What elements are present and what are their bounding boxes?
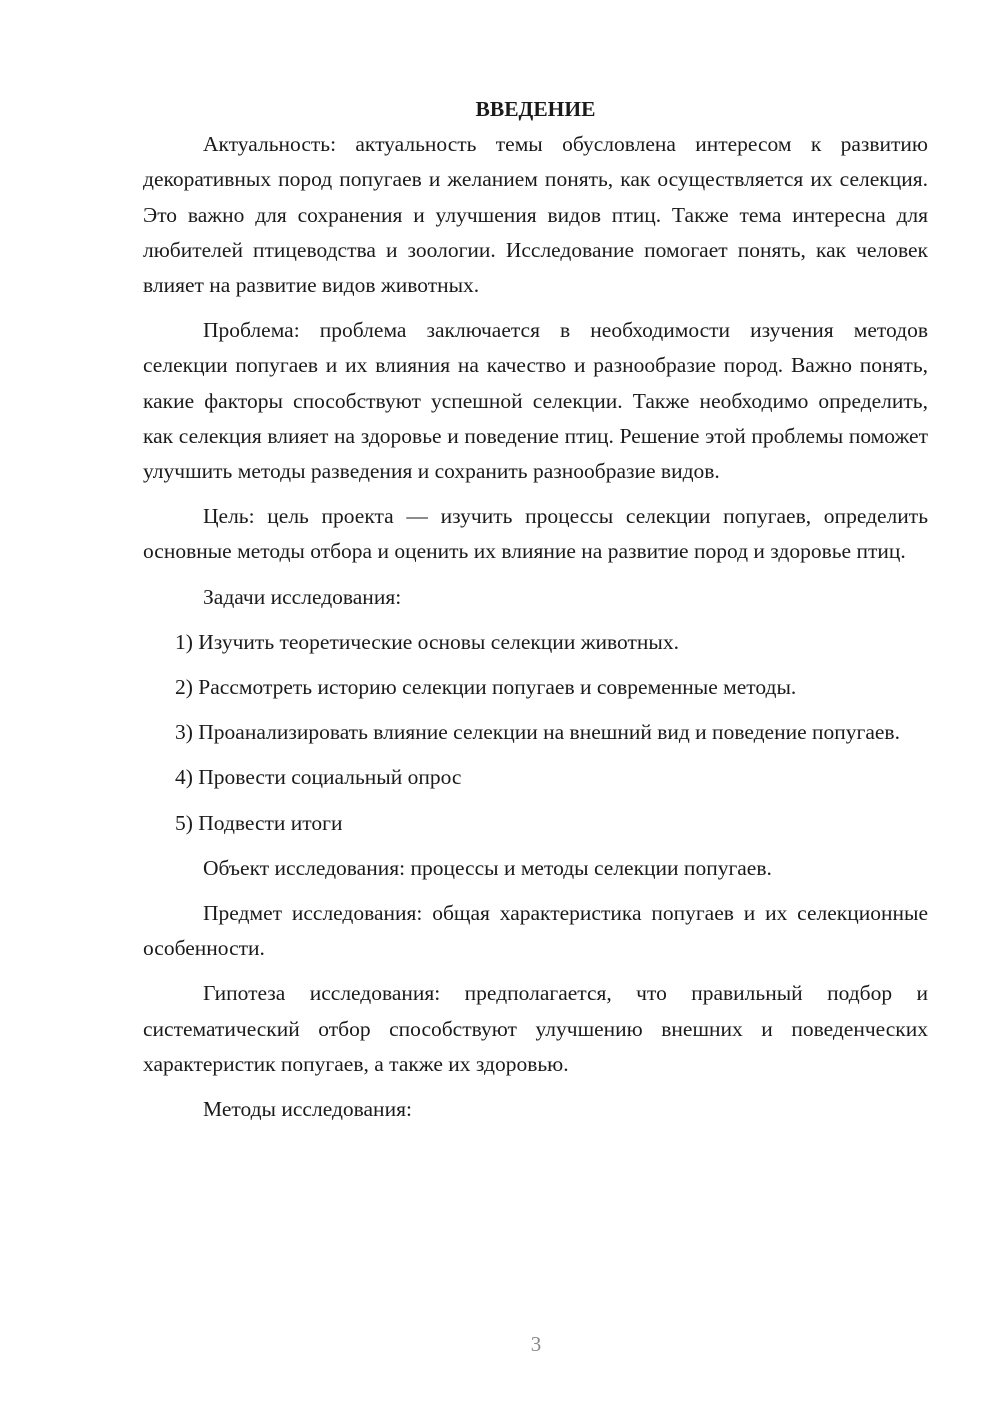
paragraph-tasks-intro: Задачи исследования: [203,584,402,609]
task-item-5: 5) Подвести итоги [175,810,343,835]
task-item-2: 2) Рассмотреть историю селекции попугаев и современные методы. [175,675,797,700]
section-heading: ВВЕДЕНИЕ [475,97,596,121]
paragraph-subject: Предмет исследования: общая характеристика попугаев и их селекционные особенности. [143,901,928,961]
page-number: 3 [530,1332,542,1356]
paragraph-goal: Цель: цель проекта — изучить процессы селекции попугаев, определить основные методы отбора и оценить их влияние на развитие пород и здоровье птиц. [143,504,928,564]
task-item-4: 4) Провести социальный опрос [175,765,462,790]
task-item-3: 3) Проанализировать влияние селекции на внешний вид и поведение попугаев. [175,720,900,745]
paragraph-methods: Методы исследования: [203,1097,412,1122]
paragraph-object: Объект исследования: процессы и методы селекции попугаев. [203,855,772,880]
page-content [143,92,928,1127]
paragraph-hypothesis: Гипотеза исследования: предполагается, что правильный подбор и систематический отбор способствуют улучшению внешних и поведенческих характеристик попугаев, а также их здоровью. [143,981,928,1076]
task-item-1: 1) Изучить теоретические основы селекции животных. [175,629,680,654]
paragraph-relevance: Актуальность: актуальность темы обусловлена интересом к развитию декоративных пород попугаев и желанием понять, как осуществляется их селекция. Это важно для сохранения и улучшения видов птиц. Также тема интересна для любителей птицеводства и зоологии. Исследование помогает понять, как человек влияет на развитие видов животных. [143,132,928,298]
paragraph-problem: Проблема: проблема заключается в необходимости изучения методов селекции попугаев и их влияния на качество и разнообразие пород. Важно понять, какие факторы способствуют успешной селекции. Также необходимо определить, как селекция влияет на здоровье и поведение птиц. Решение этой проблемы поможет улучшить методы разведения и сохранить разнообразие видов. [143,318,928,484]
